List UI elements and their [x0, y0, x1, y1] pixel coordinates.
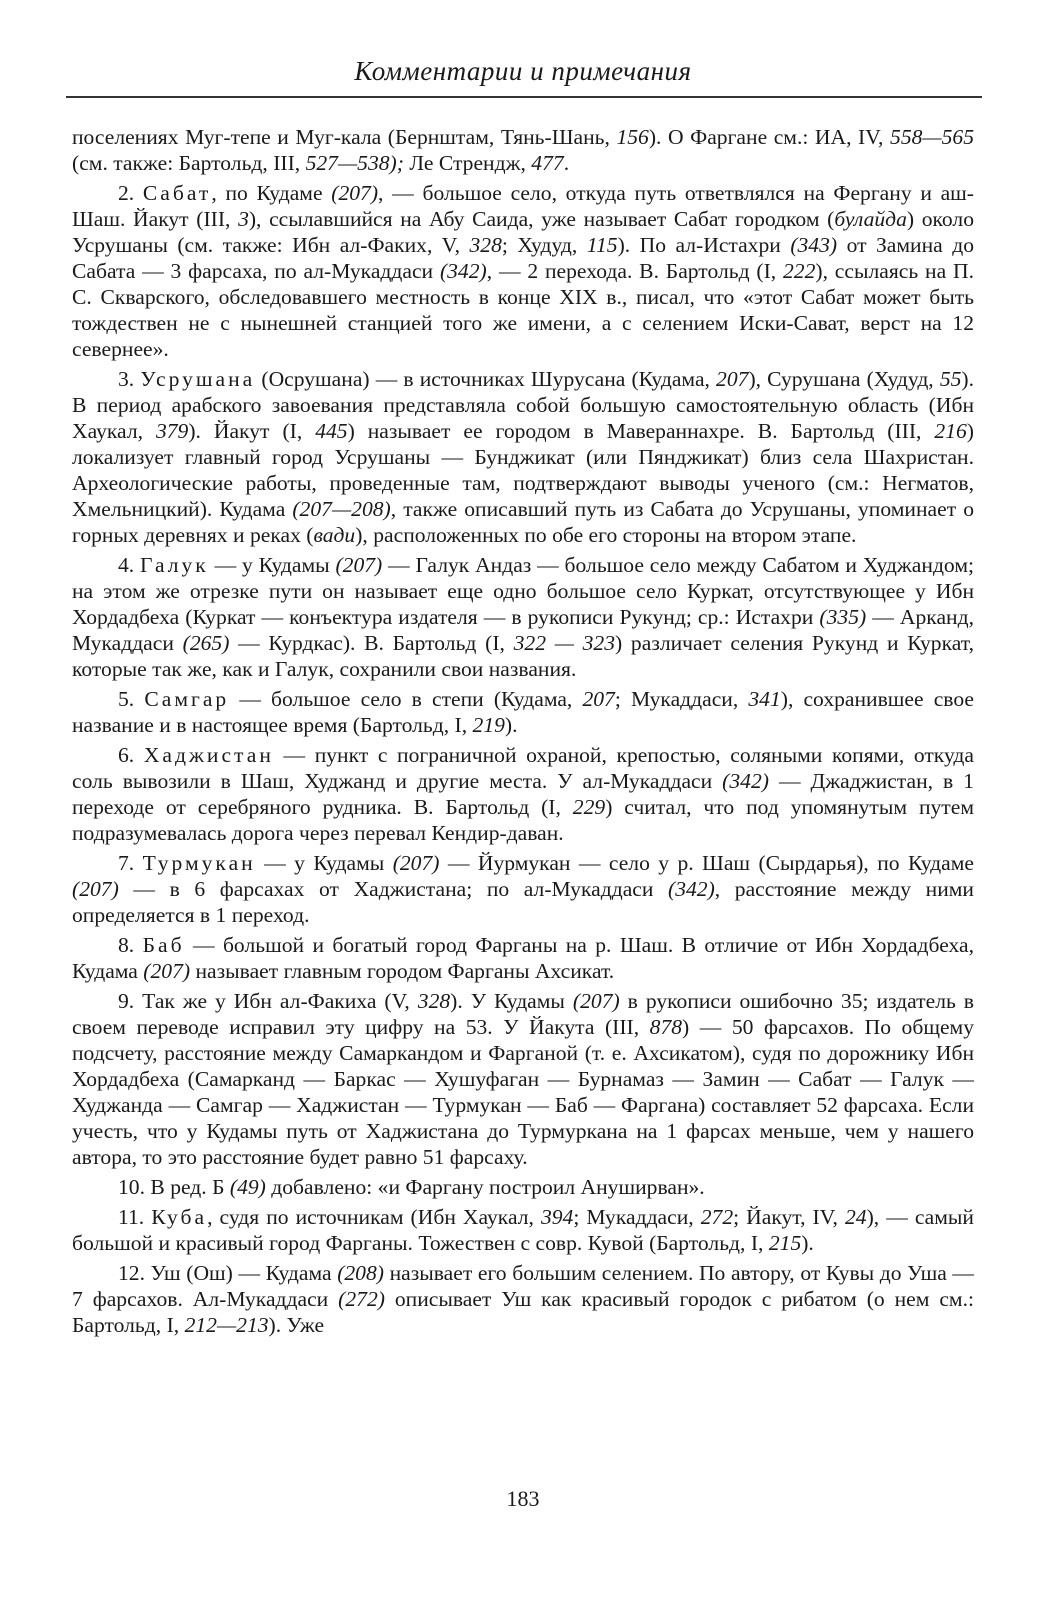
note-number: 2. — [118, 181, 143, 205]
note-term: Самгар — [144, 687, 230, 711]
italic-reference: (265) — [182, 631, 230, 655]
italic-reference: (342) — [722, 769, 769, 793]
note-paragraph: 9. Так же у Ибн ал-Факиха (V, 328). У Кудамы (207) в рукописи ошибочно 35; издатель в своем переводе исправил эту цифру на 53. У Йакута (III, 878) — 50 фарсахов. По общему подсчету, расстояние между Самаркандом и Фарганой (т. е. Ахсикатом), судя по дорожнику Ибн Хордадбеха (Самарканд — Баркас — Хушуфаган — Бурнамаз — Замин — Сабат — Галук — Худжанда — Самгар — Хаджистан — Турмукан — Баб — Фаргана) составляет 52 фарсаха. Если учесть, что у Кудамы путь от Хаджистана до Турмуркана на 1 фарсах меньше, чем у нашего автора, то это расстояние будет равно 51 фарсаху. — [72, 989, 975, 1169]
italic-reference: 272 — [700, 1205, 734, 1229]
italic-reference: 212—213 — [184, 1313, 269, 1337]
italic-reference: (207—208) — [292, 497, 391, 521]
italic-reference: 229 — [572, 795, 606, 819]
italic-reference: 477 — [531, 151, 564, 175]
note-number: 12. — [118, 1261, 145, 1285]
note-term: Баб — [142, 933, 185, 957]
italic-reference: (342) — [668, 877, 715, 901]
italic-reference: 878 — [649, 1015, 683, 1039]
italic-reference: (343) — [790, 233, 838, 257]
italic-reference: 394 — [540, 1205, 574, 1229]
note-number: 10. — [118, 1175, 145, 1199]
note-paragraph: 12. Уш (Ош) — Кудама (208) называет его большим селением. По автору, от Кувы до Уша — 7 фарсахов. Ал-Мукаддаси (272) описывает Уш как красивый городок с рибатом (о нем см.: Бартольд, I, 212—213). Уже — [72, 1261, 974, 1337]
note-paragraph: 11. Куба, судя по источникам (Ибн Хаукал, 394; Мукаддаси, 272; Йакут, IV, 24), — самый большой и красивый город Фарганы. Тожествен с совр. Кувой (Бартольд, I, 215). — [72, 1205, 974, 1255]
italic-reference: (49) — [229, 1175, 266, 1199]
note-paragraph: 4. Галук — у Кудамы (207) — Галук Андаз — большое село между Сабатом и Худжандом; на этом же отрезке пути он называет еще одно большое село Куркат, отсутствующее у Ибн Хордадбеха (Куркат — конъектура издателя — в рукописи Рукунд; ср.: Истахри (335) — Арканд, Мукаддаси (265) — Курдкас). В. Бартольд (I, 322 — 323) различает селения Рукунд и Куркат, которые так же, как и Галук, сохранили свои названия. — [72, 553, 974, 681]
note-number: 8. — [118, 933, 143, 957]
italic-reference: 207 — [582, 687, 615, 711]
italic-reference: 445 — [315, 419, 348, 443]
notes-list — [72, 180, 974, 1338]
header-rule — [66, 96, 982, 98]
note-paragraph: 3. Усрушана (Осрушана) — в источниках Шурусана (Кудама, 207), Сурушана (Худуд, 55). В период арабского завоевания представляла собой большую самостоятельную область (Ибн Хаукал, 379). Йакут (I, 445) называет ее городом в Мавераннахре. В. Бартольд (III, 216) локализует главный город Усрушаны — Бунджикат (или Пянджикат) близ села Шахристан. Археологические работы, проведенные там, подтверждают выводы ученого (см.: Негматов, Хмельницкий). Кудама (207—208), также описавший путь из Сабата до Усрушаны, упоминает о горных деревнях и реках (вади), расположенных по обе его стороны на втором этапе. — [72, 367, 974, 547]
italic-reference: (208) — [337, 1261, 384, 1285]
italic-reference: 379 — [155, 419, 189, 443]
running-header: Комментарии и примечания — [354, 56, 692, 86]
italic-reference: 3 — [238, 207, 249, 231]
italic-reference: 115 — [586, 233, 618, 257]
italic-reference: булайда — [834, 207, 907, 231]
note-paragraph: 5. Самгар — большое село в степи (Кудама, 207; Мукаддаси, 341), сохранившее свое название и в настоящее время (Бартольд, I, 219). — [72, 687, 974, 737]
continuation-paragraph: поселениях Муг-тепе и Муг-кала (Бернштам, Тянь-Шань, 156). О Фаргане см.: ИА, IV, 558—565 (см. также: Бартольд, III, 527—538); Ле Стрендж, 477. — [72, 125, 974, 175]
italic-reference: вади — [313, 523, 356, 547]
italic-reference: 558—565 — [890, 125, 974, 149]
italic-reference: 341 — [748, 687, 781, 711]
italic-reference: 328 — [417, 989, 451, 1013]
note-number: 3. — [118, 367, 141, 391]
note-term: Сабат — [142, 181, 212, 205]
italic-reference: 328 — [469, 233, 502, 257]
italic-reference: (207) — [72, 877, 119, 901]
note-number: 6. — [118, 743, 144, 767]
italic-reference: (207) — [335, 553, 383, 577]
commentary-body — [72, 124, 974, 1338]
italic-reference: (272) — [338, 1287, 385, 1311]
italic-reference: 207 — [716, 367, 749, 391]
italic-reference: 527—538); — [305, 151, 410, 175]
note-paragraph: 6. Хаджистан — пункт с пограничной охраной, крепостью, соляными копями, откуда соль вывозили в Шаш, Худжанд и другие места. У ал-Мукаддаси (342) — Джаджистан, в 1 переходе от серебряного рудника. В. Бартольд (I, 229) считал, что под упомянутым путем подразумевалась дорога через перевал Кендир-даван. — [72, 743, 975, 845]
italic-reference: 24 — [844, 1205, 867, 1229]
italic-reference: (207) — [392, 851, 440, 875]
note-paragraph: 7. Турмукан — у Кудамы (207) — Йурмукан — село у р. Шаш (Сырдарья), по Кудаме (207) — в 6 фарсахах от Хаджистана; по ал-Мукаддаси (342), расстояние между ними определяется в 1 переход. — [72, 851, 974, 927]
note-number: 9. — [118, 989, 135, 1013]
italic-reference: 219 — [472, 713, 505, 737]
note-term: Хаджистан — [143, 743, 274, 767]
italic-reference: (335) — [819, 605, 867, 629]
italic-reference: 215 — [768, 1231, 802, 1255]
italic-reference: 55 — [939, 367, 962, 391]
italic-reference: (207) — [572, 989, 620, 1013]
note-number: 5. — [118, 687, 145, 711]
note-paragraph: 8. Баб — большой и богатый город Фарганы на р. Шаш. В отличие от Ибн Хордадбеха, Кудама (207) называет главным городом Фарганы Ахсикат. — [72, 933, 975, 983]
italic-reference: (342) — [439, 259, 487, 283]
italic-reference: 156 — [616, 125, 649, 149]
italic-reference: 322 — 323 — [513, 631, 616, 655]
note-term: Галук — [140, 553, 209, 577]
note-paragraph: 2. Сабат, по Кудаме (207), — большое село, откуда путь ответвлялся на Фергану и аш-Шаш. Йакут (III, 3), ссылавшийся на Абу Саида, уже называет Сабат городком (булайда) около Усрушаны (см. также: Ибн ал-Факих, V, 328; Худуд, 115). По ал-Истахри (343) от Замина до Сабата — 3 фарсаха, по ал-Мукаддаси (342), — 2 перехода. В. Бартольд (I, 222), ссылаясь на П. С. Скварского, обследовавшего местность в конце XIX в., писал, что «этот Сабат может быть тождествен не с нынешней станцией того же имени, а с селением Иски-Сават, верст на 12 севернее». — [72, 181, 974, 361]
italic-reference: (207) — [331, 181, 379, 205]
note-paragraph: 10. В ред. Б (49) добавлено: «и Фаргану построил Ануширван». — [118, 1175, 705, 1199]
note-number: 7. — [118, 851, 143, 875]
note-term: Турмукан — [142, 851, 256, 875]
italic-reference: 216 — [934, 419, 967, 443]
italic-reference: (207) — [143, 959, 191, 983]
italic-reference: 222 — [783, 259, 816, 283]
page-number: 183 — [506, 1486, 540, 1511]
note-number: 4. — [118, 553, 141, 577]
note-term: Куба — [151, 1205, 208, 1229]
note-term: Усрушана — [140, 367, 256, 391]
note-number: 11. — [118, 1205, 152, 1229]
